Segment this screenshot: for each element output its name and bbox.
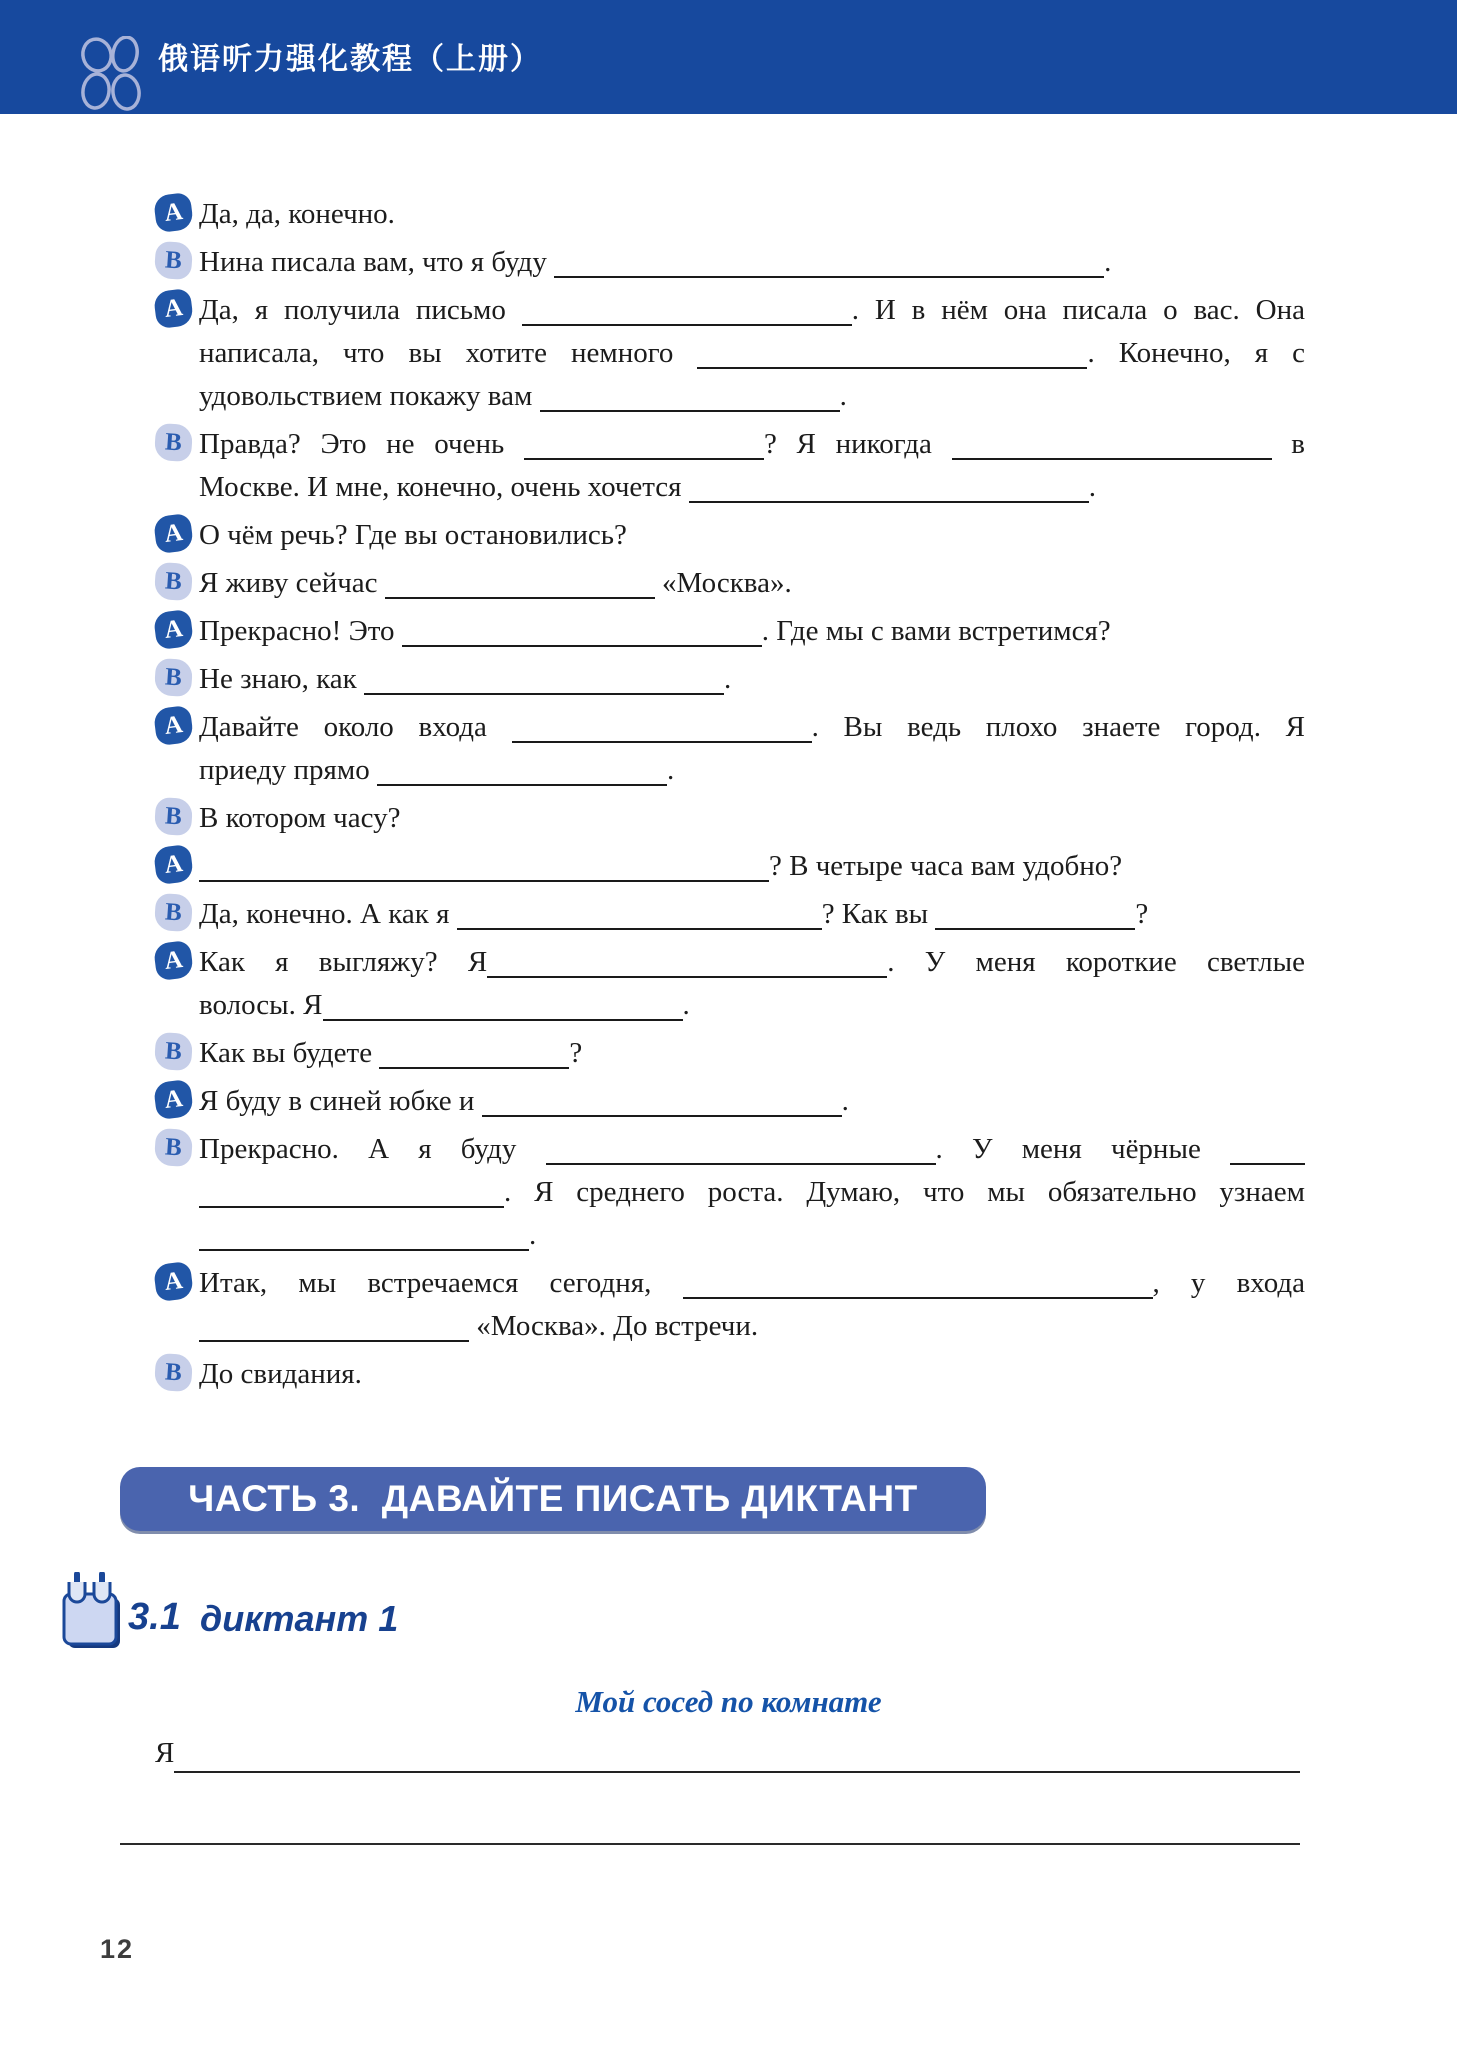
- dialogue-entry: [155, 1262, 1305, 1348]
- section-banner: [120, 1467, 986, 1531]
- fill-in-blank: [952, 436, 1272, 460]
- dialogue-line: Москве. И мне, конечно, очень хочется .: [199, 471, 1097, 503]
- dictation-line-1: [155, 1733, 1300, 1773]
- dialogue-entry: [155, 289, 1305, 418]
- dialogue-entry: [155, 514, 1305, 557]
- dialogue-line: . Я среднего роста. Думаю, что мы обязательно узнаем: [199, 1171, 1305, 1214]
- fill-in-blank: [540, 388, 840, 412]
- dialogue-line: Как я выгляжу? Я . У меня короткие светлые: [199, 946, 1305, 978]
- writing-rule: [174, 1733, 1300, 1773]
- dictation-prefix: Я: [155, 1737, 175, 1769]
- dialogue-line: Я живу сейчас «Москва».: [199, 567, 792, 599]
- fill-in-blank: [683, 1275, 1153, 1299]
- dialogue-entry: [155, 562, 1305, 605]
- speaker-marker-a: A: [153, 1079, 194, 1120]
- dialogue-line: Да, да, конечно.: [199, 198, 395, 230]
- dialogue-line: В котором часу?: [199, 802, 401, 834]
- speaker-marker-b: B: [154, 658, 193, 697]
- dialogue-entry: [155, 1032, 1305, 1075]
- dialogue-entry: [155, 941, 1305, 1027]
- dialogue-line: приеду прямо .: [199, 754, 675, 786]
- fill-in-blank: [482, 1093, 842, 1117]
- dialogue-line: Нина писала вам, что я буду .: [199, 246, 1112, 278]
- dialogue-line: Правда? Это не очень ? Я никогда в: [199, 428, 1305, 460]
- dialogue-entry: [155, 423, 1305, 509]
- fill-in-blank: [199, 1318, 469, 1342]
- dialogue-line: До свидания.: [199, 1358, 362, 1390]
- dialogue-line: Итак, мы встречаемся сегодня, , у входа: [199, 1267, 1305, 1299]
- dialogue-line: удовольствием покажу вам .: [199, 380, 847, 412]
- subsection-number: 3.1: [128, 1596, 181, 1638]
- dialogue-line: О чём речь? Где вы остановились?: [199, 519, 627, 551]
- fill-in-blank: [199, 858, 769, 882]
- fill-in-blank: [689, 479, 1089, 503]
- dialogue-line: Да, конечно. А как я ? Как вы ?: [199, 898, 1149, 930]
- fill-in-blank: [546, 1141, 936, 1165]
- dictation-title: Мой сосед по комнате: [575, 1684, 882, 1719]
- fill-in-blank: [402, 623, 762, 647]
- speaker-marker-b: B: [154, 1353, 193, 1392]
- fill-in-blank: [323, 997, 683, 1021]
- dialogue-entry: [155, 845, 1305, 888]
- dialogue-line: Как вы будете ?: [199, 1037, 583, 1069]
- dialogue-entry: [155, 797, 1305, 840]
- dialogue-line: Прекрасно! Это . Где мы с вами встретимся?: [199, 615, 1111, 647]
- fill-in-blank: [524, 436, 764, 460]
- fill-in-blank: [199, 1184, 504, 1208]
- notepad-icon: [58, 1572, 124, 1658]
- dialogue-line: волосы. Я .: [199, 989, 690, 1021]
- section-banner-label: ЧАСТЬ 3. ДАВАЙТЕ ПИСАТЬ ДИКТАНТ: [188, 1478, 918, 1519]
- fill-in-blank: [512, 719, 812, 743]
- speaker-marker-b: B: [154, 797, 193, 836]
- dialogue-line: Не знаю, как .: [199, 663, 732, 695]
- fill-in-blank: [457, 906, 822, 930]
- dialogue-line: написала, что вы хотите немного . Конечно, я с: [199, 337, 1305, 369]
- speaker-marker-b: B: [154, 423, 193, 462]
- dialogue-entry: [155, 1080, 1305, 1123]
- dictation-line-2: [120, 1843, 1300, 1845]
- fill-in-blank: [385, 575, 655, 599]
- dialogue-line: Прекрасно. А я буду . У меня чёрные: [199, 1128, 1305, 1171]
- speaker-marker-b: B: [154, 1032, 193, 1071]
- page-number: 12: [100, 1934, 135, 1964]
- dialogue-entry: [155, 1353, 1305, 1396]
- dialogue-entry: [155, 1128, 1305, 1257]
- publisher-logo-icon: [76, 36, 146, 112]
- dialogue-list: [155, 193, 1305, 1401]
- speaker-marker-a: A: [153, 844, 194, 885]
- dialogue-line: ? В четыре часа вам удобно?: [199, 845, 1305, 888]
- speaker-marker-b: B: [154, 241, 193, 280]
- dialogue-line: «Москва». До встречи.: [199, 1305, 1305, 1348]
- dialogue-line: Да, я получила письмо . И в нём она писала о вас. Она: [199, 294, 1305, 326]
- dialogue-entry: [155, 241, 1305, 284]
- dialogue-line: .: [199, 1214, 1305, 1257]
- speaker-marker-a: A: [153, 1261, 194, 1302]
- dialogue-entry: [155, 893, 1305, 936]
- fill-in-blank: [697, 345, 1087, 369]
- speaker-marker-b: B: [154, 1128, 193, 1167]
- dialogue-entry: [155, 658, 1305, 701]
- speaker-marker-a: A: [153, 705, 194, 746]
- dialogue-entry: [155, 193, 1305, 236]
- fill-in-blank: [199, 1227, 529, 1251]
- fill-in-blank: [935, 906, 1135, 930]
- speaker-marker-b: B: [154, 893, 193, 932]
- header-bar: [0, 0, 1457, 114]
- fill-in-blank: [522, 302, 852, 326]
- fill-in-blank: [364, 671, 724, 695]
- dialogue-entry: [155, 706, 1305, 792]
- dialogue-line: Я буду в синей юбке и .: [199, 1085, 849, 1117]
- dialogue-line: Давайте около входа . Вы ведь плохо знаете город. Я: [199, 711, 1305, 743]
- speaker-marker-a: A: [153, 288, 194, 329]
- fill-in-blank: [554, 254, 1104, 278]
- speaker-marker-a: A: [153, 609, 194, 650]
- fill-in-blank: [377, 762, 667, 786]
- fill-in-blank: [1230, 1141, 1305, 1165]
- dialogue-entry: [155, 610, 1305, 653]
- speaker-marker-a: A: [153, 940, 194, 981]
- speaker-marker-a: A: [153, 192, 194, 233]
- fill-in-blank: [487, 954, 887, 978]
- speaker-marker-b: B: [154, 562, 193, 601]
- speaker-marker-a: A: [153, 513, 194, 554]
- subsection-title: диктант 1: [200, 1598, 399, 1639]
- book-title: 俄语听力强化教程（上册）: [158, 43, 542, 76]
- fill-in-blank: [379, 1045, 569, 1069]
